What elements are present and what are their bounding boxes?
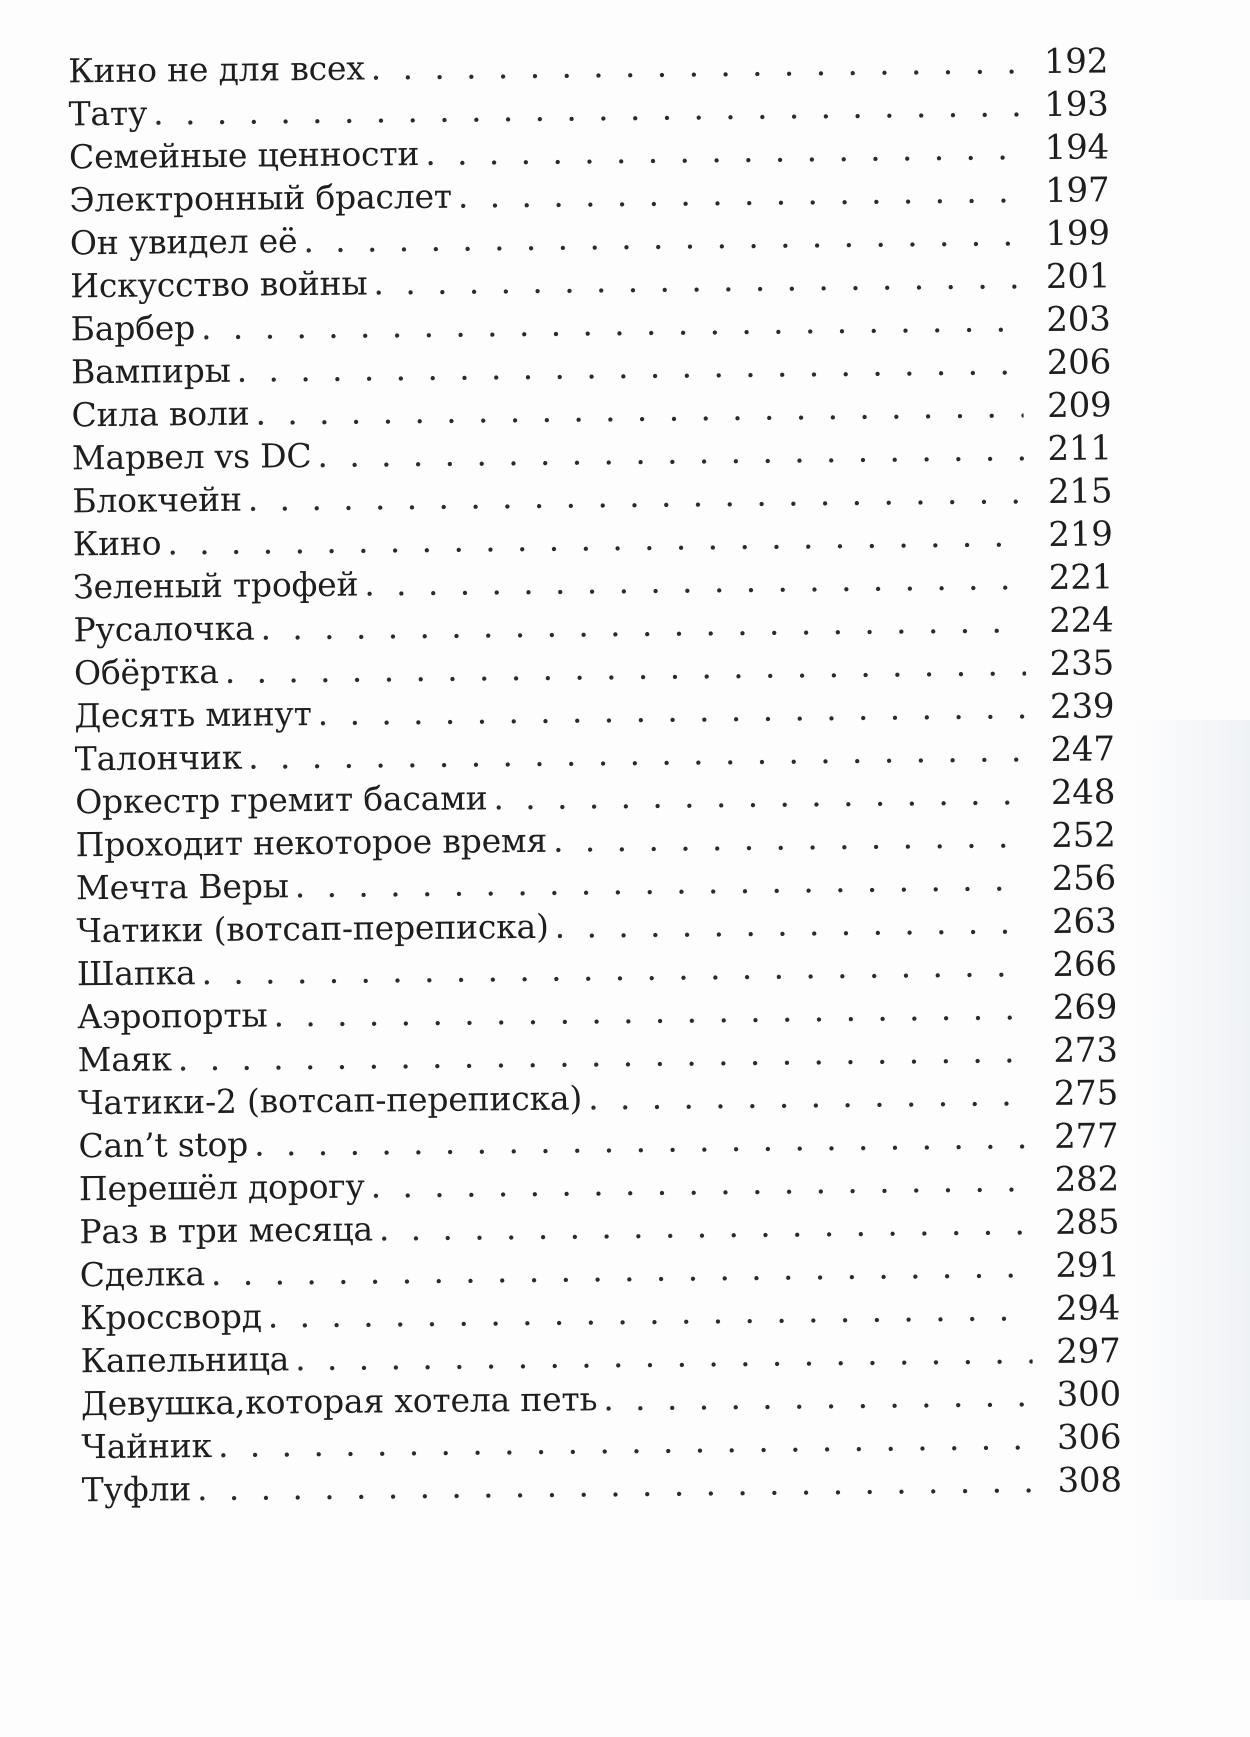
toc-dot-leader — [225, 642, 1027, 693]
toc-entry-page-number: 266 — [1052, 944, 1118, 985]
toc-entry-page-number: 306 — [1056, 1417, 1122, 1458]
toc-entry-title: Оркестр гремит басами — [75, 778, 488, 822]
table-of-contents — [0, 38, 1250, 1512]
toc-entry-title: Обёртка — [73, 651, 219, 693]
toc-entry-title: Мечта Веры — [75, 866, 289, 908]
toc-entry-title: Зеленый трофей — [72, 564, 359, 607]
toc-entry-page-number: 206 — [1046, 342, 1112, 383]
toc-entry-page-number: 273 — [1053, 1030, 1118, 1071]
toc-entry-title: Барбер — [70, 308, 196, 349]
toc-entry-title: Сила воли — [71, 393, 250, 435]
toc-dot-leader — [197, 1459, 1034, 1510]
toc-entry-page-number: 252 — [1051, 815, 1116, 856]
toc-dot-leader — [236, 341, 1023, 392]
toc-entry-title: Маяк — [77, 1039, 172, 1080]
toc-entry-title: Чайник — [81, 1426, 213, 1467]
toc-dot-leader — [255, 384, 1023, 434]
toc-entry-page-number: 224 — [1049, 600, 1114, 641]
toc-entry-page-number: 203 — [1046, 299, 1111, 340]
toc-entry-page-number: 269 — [1052, 987, 1118, 1028]
toc-entry-page-number: 297 — [1056, 1331, 1121, 1372]
toc-entry-page-number: 308 — [1057, 1460, 1122, 1501]
toc-entry-page-number: 247 — [1050, 729, 1115, 770]
toc-dot-leader — [425, 126, 1021, 175]
toc-entry-page-number: 194 — [1044, 127, 1110, 168]
toc-dot-leader — [493, 771, 1027, 819]
toc-entry-page-number: 199 — [1045, 213, 1111, 254]
toc-entry-title: Проходит некоторое время — [75, 820, 548, 865]
toc-entry-title: Кино — [72, 523, 162, 564]
toc-entry-title: Вампиры — [70, 350, 231, 392]
toc-entry-page-number: 239 — [1049, 686, 1115, 727]
toc-dot-leader — [603, 1373, 1033, 1420]
toc-entry-page-number: 300 — [1056, 1374, 1122, 1415]
toc-entry-title: Семейные ценности — [68, 133, 420, 177]
toc-entry-title: Кино не для всех — [68, 48, 365, 91]
toc-dot-leader — [364, 556, 1025, 605]
toc-dot-leader — [379, 1201, 1032, 1250]
toc-entry-page-number: 256 — [1051, 858, 1117, 899]
toc-dot-leader — [295, 1330, 1033, 1380]
toc-entry-page-number: 248 — [1050, 772, 1116, 813]
toc-entry-title: Русалочка — [73, 608, 255, 650]
toc-entry-title: Марвел vs DC — [71, 436, 312, 478]
toc-entry-title: Чатики (вотсап-переписка) — [76, 906, 549, 951]
toc-entry-title: Искусство войны — [70, 263, 368, 306]
toc-entry-page-number: 263 — [1051, 901, 1117, 942]
toc-entry-title: Чатики-2 (вотсап-переписка) — [77, 1078, 583, 1123]
toc-dot-leader — [295, 857, 1029, 907]
toc-entry-page-number: 277 — [1053, 1116, 1119, 1157]
toc-entry — [82, 1458, 1122, 1511]
toc-entry-page-number: 192 — [1043, 41, 1109, 82]
toc-entry-title: Can’t stop — [78, 1124, 249, 1166]
toc-entry-title: Десять минут — [74, 694, 312, 736]
toc-entry-page-number: 197 — [1044, 170, 1110, 211]
toc-entry-title: Шапка — [76, 953, 196, 994]
toc-dot-leader — [373, 255, 1022, 304]
toc-entry-title: Капельница — [80, 1339, 290, 1381]
toc-entry-title: Туфли — [81, 1469, 192, 1510]
toc-dot-leader — [248, 470, 1025, 520]
toc-entry-title: Кроссворд — [79, 1296, 262, 1338]
toc-entry-page-number: 193 — [1044, 84, 1109, 125]
toc-entry-page-number: 215 — [1047, 471, 1113, 512]
toc-entry-title: Талончик — [74, 737, 243, 779]
toc-entry-page-number: 291 — [1055, 1245, 1120, 1286]
toc-dot-leader — [458, 169, 1022, 217]
toc-dot-leader — [317, 427, 1024, 477]
toc-entry-page-number: 201 — [1045, 256, 1111, 297]
toc-dot-leader — [554, 900, 1028, 948]
toc-entry-page-number: 221 — [1048, 557, 1114, 598]
toc-dot-leader — [254, 1115, 1031, 1165]
toc-entry-page-number: 282 — [1054, 1159, 1120, 1200]
toc-dot-leader — [317, 685, 1026, 735]
toc-dot-leader — [303, 212, 1022, 262]
toc-entry-title: Электронный браслет — [69, 176, 453, 220]
toc-dot-leader — [268, 1287, 1033, 1337]
toc-entry-title: Блокчейн — [72, 479, 242, 521]
toc-dot-leader — [273, 986, 1029, 1036]
toc-dot-leader — [588, 1072, 1030, 1119]
toc-entry-page-number: 219 — [1048, 514, 1113, 555]
toc-dot-leader — [260, 599, 1025, 649]
toc-dot-leader — [553, 814, 1028, 862]
toc-entry-title: Тату — [68, 93, 148, 134]
toc-entry-title: Раз в три месяца — [79, 1209, 374, 1252]
toc-dot-leader — [248, 728, 1027, 778]
toc-entry-page-number: 275 — [1053, 1073, 1119, 1114]
toc-entry-title: Он увидел её — [69, 221, 298, 263]
toc-entry-page-number: 285 — [1054, 1202, 1120, 1243]
toc-entry-title: Сделка — [79, 1254, 206, 1295]
toc-dot-leader — [370, 40, 1020, 89]
toc-entry-page-number: 209 — [1046, 385, 1112, 426]
toc-entry-title: Перешёл дорогу — [78, 1166, 365, 1209]
toc-entry-page-number: 211 — [1047, 428, 1113, 469]
toc-entry-page-number: 235 — [1049, 643, 1115, 684]
toc-entry-title: Аэропорты — [77, 995, 268, 1037]
toc-dot-leader — [370, 1158, 1031, 1207]
toc-entry-page-number: 294 — [1055, 1288, 1121, 1329]
toc-entry-title: Девушка,которая хотела петь — [80, 1379, 598, 1424]
